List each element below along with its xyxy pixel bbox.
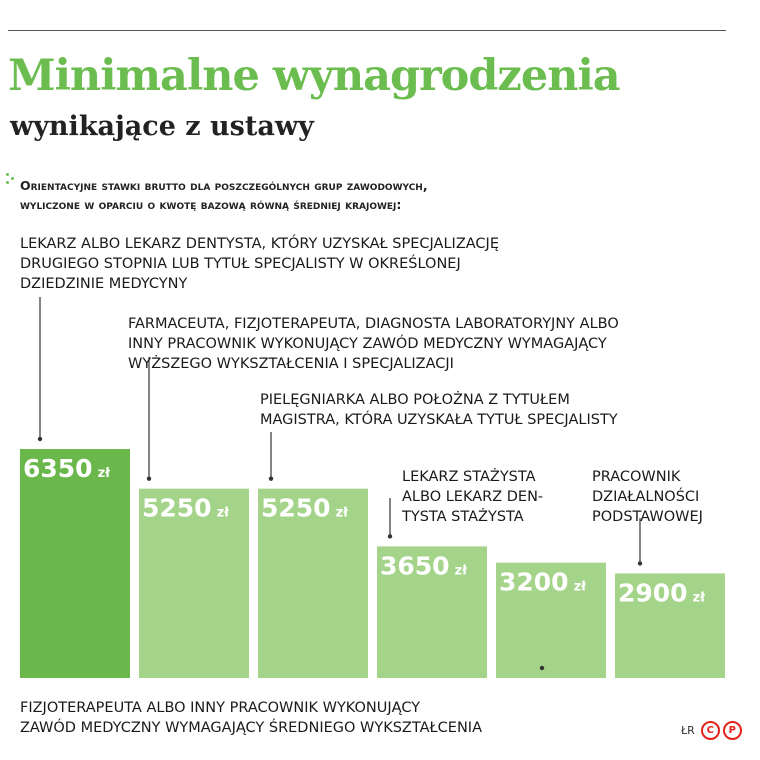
chart-note: Orientacyjne stawki brutto dla poszczególnych grup zawodowych, wyliczone w oparciu o kwotę bazową równą średniej krajowej: <box>20 178 428 212</box>
category-label-1: FARMACEUTA, FIZJOTERAPEUTA, DIAGNOSTA LABORATORYJNY ALBO INNY PRACOWNIK WYKONUJĄCY ZAWÓD MEDYCZNY WYMAGAJĄCY WYŻSZEGO WYKSZTAŁCENIA I SPECJALIZACJI <box>128 316 619 372</box>
leader-dot-2 <box>269 476 273 480</box>
category-label-5: PRACOWNIK DZIAŁALNOŚCI PODSTAWOWEJ <box>592 469 703 525</box>
page-subtitle: wynikające z ustawy <box>10 111 314 142</box>
category-label-0: LEKARZ ALBO LEKARZ DENTYSTA, KTÓRY UZYSKAŁ SPECJALIZACJĘ DRUGIEGO STOPNIA LUB TYTUŁ SPECJALISTY W OKREŚLONEJ DZIEDZINIE MEDYCYNY <box>20 236 499 292</box>
value-label-3: 3650 zł <box>380 551 467 581</box>
category-label-4: FIZJOTERAPEUTA ALBO INNY PRACOWNIK WYKONUJĄCY ZAWÓD MEDYCZNY WYMAGAJĄCY ŚREDNIEGO WYKSZTAŁCENIA <box>20 700 482 736</box>
credit <box>681 721 742 740</box>
category-label-3: LEKARZ STAŻYSTA ALBO LEKARZ DEN-TYSTA STAŻYSTA <box>402 469 544 525</box>
logo-p: P <box>723 721 742 740</box>
value-label-2: 5250 zł <box>261 493 348 523</box>
bar-0 <box>20 449 130 678</box>
leader-dot-5 <box>638 561 642 565</box>
leader-dot-0 <box>38 437 42 441</box>
leader-dot-1 <box>147 476 151 480</box>
leader-dot-4 <box>540 666 544 670</box>
value-label-0: 6350 zł <box>23 454 110 483</box>
page-title: Minimalne wynagrodzenia <box>8 51 620 101</box>
leader-dot-3 <box>388 534 392 538</box>
author-initials: ŁR <box>681 724 695 737</box>
value-label-4: 3200 zł <box>499 567 586 597</box>
category-label-2: PIELĘGNIARKA ALBO POŁOŻNA Z TYTUŁEM MAGISTRA, KTÓRA UZYSKAŁA TYTUŁ SPECJALISTY <box>260 392 618 428</box>
value-label-1: 5250 zł <box>142 493 229 523</box>
logo-c: C <box>701 721 720 740</box>
value-label-5: 2900 zł <box>618 578 705 608</box>
